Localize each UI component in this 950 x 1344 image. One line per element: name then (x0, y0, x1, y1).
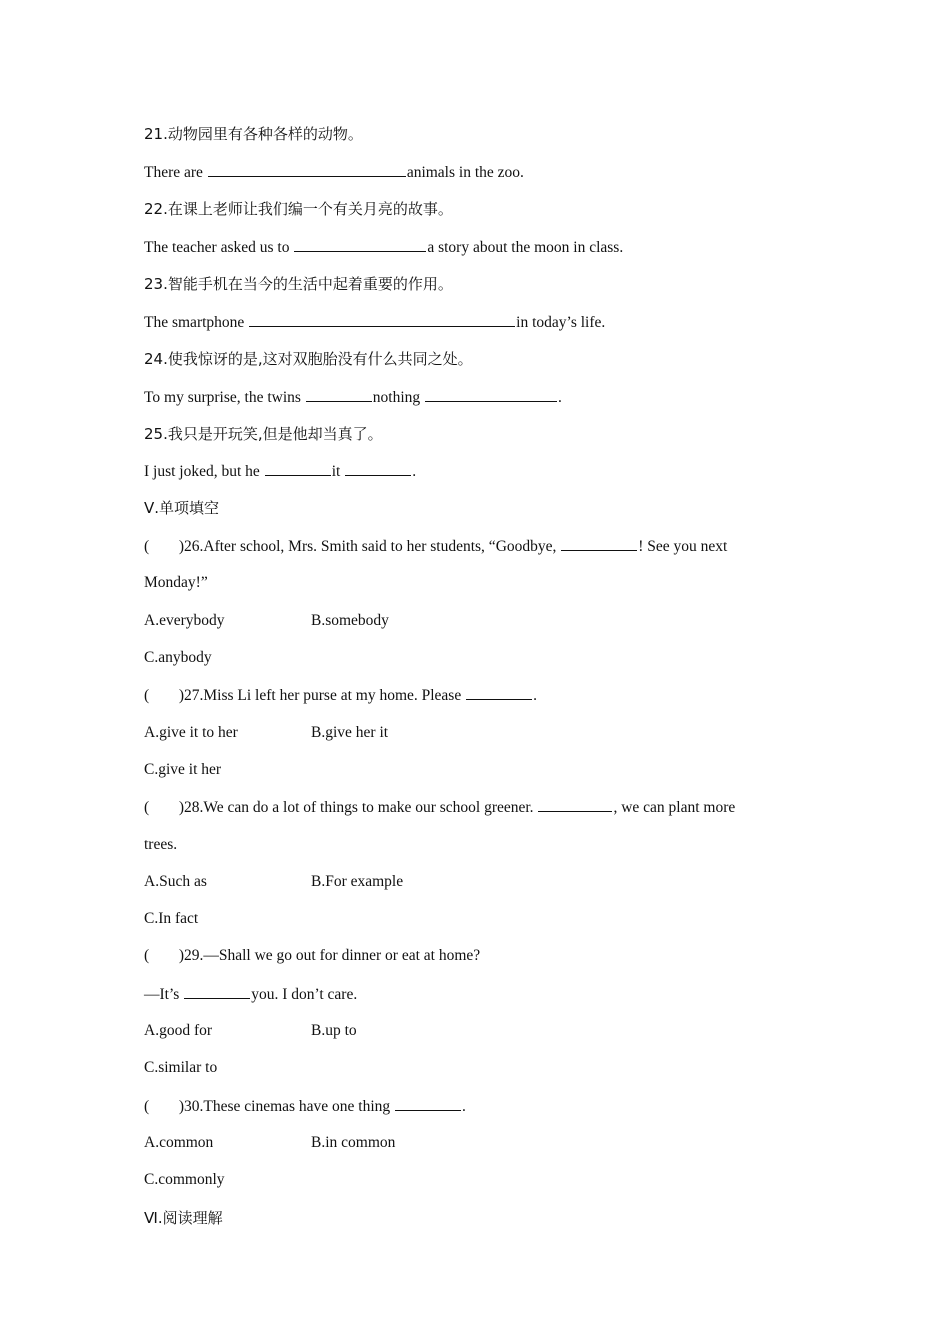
paren-close: ) (178, 947, 184, 964)
q25-text-before: I just joked, but he (144, 463, 264, 480)
q29-answer-bracket[interactable] (144, 946, 184, 966)
q22-text-before: The teacher asked us to (144, 239, 294, 256)
q29-reply-after: you. I don’t care. (251, 986, 358, 1003)
q22-blank[interactable] (294, 237, 426, 252)
q30-blank[interactable] (395, 1096, 461, 1111)
q30-text-b: . (462, 1098, 466, 1115)
q27-option-c[interactable]: C.give it her (144, 761, 222, 778)
q28-text-a: 28.We can do a lot of things to make our school greener. (184, 799, 538, 816)
q23-text-before: The smartphone (144, 314, 249, 331)
q28-option-a[interactable]: A.Such as (144, 873, 207, 890)
q26-option-c[interactable]: C.anybody (144, 649, 212, 666)
q27-stem (144, 685, 808, 706)
q21-blank[interactable] (208, 162, 406, 177)
q27-option-b[interactable]: B.give her it (311, 724, 389, 741)
q30-stem (144, 1096, 808, 1117)
q27-options-row (144, 723, 808, 743)
q25-english (144, 461, 808, 482)
q26-text-a: 26.After school, Mrs. Smith said to her students, “Goodbye, (184, 538, 561, 555)
q28-text-c: trees. (144, 836, 178, 853)
q24-english (144, 387, 808, 408)
q24-chinese: 24.使我惊讶的是,这对双胞胎没有什么共同之处。 (144, 350, 473, 368)
q28-stem-line-1 (144, 797, 808, 818)
q29-reply-before: —It’s (144, 986, 184, 1003)
q26-option-a[interactable]: A.everybody (144, 612, 225, 629)
q30-options-row (144, 1133, 808, 1153)
q25-text-middle: it (331, 463, 345, 480)
q29-blank[interactable] (184, 984, 250, 999)
q29-text-a: 29.—Shall we go out for dinner or eat at home? (184, 947, 481, 964)
paren-close: ) (178, 687, 184, 704)
q30-option-a[interactable]: A.common (144, 1134, 214, 1151)
q22-text-after: a story about the moon in class. (427, 239, 624, 256)
q26-option-b[interactable]: B.somebody (311, 612, 389, 629)
q24-text-middle: nothing (372, 389, 425, 406)
q26-options-row (144, 611, 808, 631)
section-5-heading: Ⅴ.单项填空 (144, 499, 220, 517)
q29-option-c[interactable]: C.similar to (144, 1059, 218, 1076)
q30-text-a: 30.These cinemas have one thing (184, 1098, 395, 1115)
q26-stem-line-1 (144, 536, 808, 557)
q27-text-b: . (533, 687, 537, 704)
q25-blank-1[interactable] (265, 461, 331, 476)
q30-option-c[interactable]: C.commonly (144, 1171, 225, 1188)
paren-open: ( (144, 947, 150, 964)
q30-option-b[interactable]: B.in common (311, 1134, 396, 1151)
paren-close: ) (178, 538, 184, 555)
q27-answer-bracket[interactable] (144, 686, 184, 706)
q22-english (144, 237, 808, 258)
q27-blank[interactable] (466, 685, 532, 700)
paren-open: ( (144, 799, 150, 816)
q25-chinese: 25.我只是开玩笑,但是他却当真了。 (144, 425, 383, 443)
q26-answer-bracket[interactable] (144, 537, 184, 557)
q23-chinese: 23.智能手机在当今的生活中起着重要的作用。 (144, 275, 453, 293)
q28-option-b[interactable]: B.For example (311, 873, 404, 890)
q29-reply (144, 984, 808, 1005)
q24-text-after: . (558, 389, 562, 406)
q23-english (144, 312, 808, 333)
q21-english (144, 162, 808, 183)
paren-open: ( (144, 687, 150, 704)
q26-text-b: ! See you next (638, 538, 728, 555)
q23-blank[interactable] (249, 312, 515, 327)
paren-close: ) (178, 1098, 184, 1115)
q21-text-before: There are (144, 164, 207, 181)
q29-options-row (144, 1021, 808, 1041)
section-6-heading: Ⅵ.阅读理解 (144, 1209, 223, 1227)
q28-text-b: , we can plant more (613, 799, 736, 816)
q22-chinese: 22.在课上老师让我们编一个有关月亮的故事。 (144, 200, 453, 218)
q26-text-c: Monday!” (144, 574, 208, 591)
q29-stem (144, 946, 808, 966)
q25-text-after: . (412, 463, 417, 480)
q27-option-a[interactable]: A.give it to her (144, 724, 238, 741)
q28-answer-bracket[interactable] (144, 798, 184, 818)
q27-text-a: 27.Miss Li left her purse at my home. Please (184, 687, 466, 704)
q24-text-before: To my surprise, the twins (144, 389, 305, 406)
q24-blank-2[interactable] (425, 387, 557, 402)
q24-blank-1[interactable] (306, 387, 372, 402)
q21-chinese: 21.动物园里有各种各样的动物。 (144, 125, 363, 143)
paren-close: ) (178, 799, 184, 816)
q25-blank-2[interactable] (345, 461, 411, 476)
q28-option-c[interactable]: C.In fact (144, 910, 199, 927)
q29-option-b[interactable]: B.up to (311, 1022, 357, 1039)
paren-open: ( (144, 538, 150, 555)
q21-text-after: animals in the zoo. (406, 164, 524, 181)
paren-open: ( (144, 1098, 150, 1115)
q23-text-after: in today’s life. (516, 314, 606, 331)
q28-paren (144, 797, 735, 818)
q29-option-a[interactable]: A.good for (144, 1022, 213, 1039)
q30-answer-bracket[interactable] (144, 1097, 184, 1117)
q28-options-row (144, 872, 808, 892)
q26-paren (144, 536, 727, 557)
q28-blank[interactable] (538, 797, 612, 812)
q26-blank[interactable] (561, 536, 637, 551)
